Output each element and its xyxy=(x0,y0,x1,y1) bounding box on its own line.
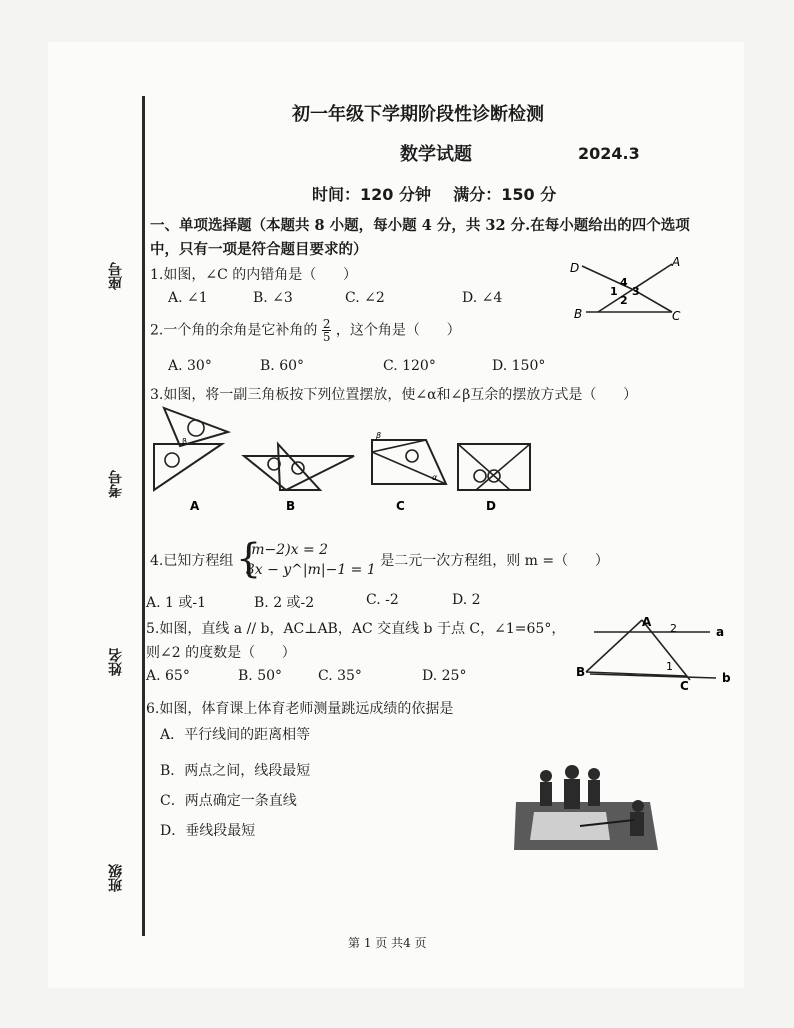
time-score: 时间：120 分钟 满分：150 分 xyxy=(312,185,557,204)
q5-label-a: A xyxy=(642,615,652,629)
q5-label-line-b: b xyxy=(722,671,731,685)
q1-option-d: D. ∠4 xyxy=(462,290,503,306)
name-label: 姓名 xyxy=(108,648,124,676)
q3-figure xyxy=(150,404,670,524)
q2-option-b: B. 60° xyxy=(260,358,305,374)
q5-label-c: C xyxy=(680,679,689,693)
q5-option-c: C. 35° xyxy=(318,668,362,684)
q1-label-c: C xyxy=(672,309,681,323)
q6-option-c: C．两点确定一条直线 xyxy=(160,793,297,809)
q1-label-d: D xyxy=(570,261,580,275)
class-label: 班级 xyxy=(108,864,124,892)
q2-option-c: C. 120° xyxy=(383,358,436,374)
q5-line2: 则∠2 的度数是（ ） xyxy=(146,645,296,661)
q6-stem: 6.如图，体育课上体育老师测量跳远成绩的依据是 xyxy=(146,701,454,717)
q4-option-c: C. -2 xyxy=(366,592,399,608)
q3-figure-d xyxy=(458,444,530,513)
q2-fraction xyxy=(322,318,332,343)
page-number: 第 1 页 共4 页 xyxy=(348,936,427,950)
q5-label-b: B xyxy=(576,665,586,679)
q6-option-d: D．垂线段最短 xyxy=(160,823,256,839)
q3-label-d: D xyxy=(486,499,496,513)
q5-line1: 5.如图，直线 a // b，AC⊥AB，AC 交直线 b 于点 C，∠1=65°， xyxy=(146,621,566,637)
subject-title: 数学试题 xyxy=(400,144,472,165)
q1-label-2: 2 xyxy=(620,294,628,307)
q3-c-alpha: α xyxy=(432,473,438,482)
q5-label-2: 2 xyxy=(670,622,677,635)
exam-number-label: 考号 xyxy=(108,470,124,498)
section1-line1: 一、单项选择题（本题共 8 小题，每小题 4 分，共 32 分.在每小题给出的四个选项 xyxy=(150,217,690,234)
q3-label-c: C xyxy=(396,499,405,513)
q4-stem-pre: 4.已知方程组 xyxy=(150,553,234,569)
q1-label-4: 4 xyxy=(620,276,628,289)
q5-label-1: 1 xyxy=(666,660,673,673)
q3-figure-b xyxy=(244,444,354,513)
section1-line2: 中，只有一项是符合题目要求的） xyxy=(150,241,368,258)
q1-label-3: 3 xyxy=(632,285,640,298)
q6-option-a: A．平行线间的距离相等 xyxy=(160,727,311,743)
q1-option-b: B. ∠3 xyxy=(253,290,293,306)
q4-stem-post: 是二元一次方程组，则 m =（ ） xyxy=(380,553,609,569)
exam-title: 初一年级下学期阶段性诊断检测 xyxy=(292,104,544,125)
q2-option-d: D. 150° xyxy=(492,358,546,374)
q5-label-line-a: a xyxy=(716,625,725,639)
seat-label: 座号 xyxy=(108,262,124,290)
q2-stem-post: ，这个角是（ ） xyxy=(335,322,461,339)
binding-line xyxy=(142,96,145,936)
exam-date: 2024.3 xyxy=(578,144,640,163)
q2-frac-num: 2 xyxy=(322,317,331,331)
q3-a-beta: β xyxy=(182,437,188,446)
q4-eq2: 3x − y^|m|−1 = 1 xyxy=(245,562,376,578)
q5-option-d: D. 25° xyxy=(422,668,467,684)
q4-stem xyxy=(150,536,609,582)
q1-figure xyxy=(568,254,688,324)
q2-stem-pre: 2.一个角的余角是它补角的 xyxy=(150,322,318,339)
q3-figure-c xyxy=(372,431,446,513)
q3-stem: 3.如图，将一副三角板按下列位置摆放，使∠α和∠β互余的摆放方式是（ ） xyxy=(150,387,638,403)
q4-option-b: B. 2 或-2 xyxy=(254,595,315,611)
q4-option-a: A. 1 或-1 xyxy=(146,595,207,611)
q6-option-b: B．两点之间，线段最短 xyxy=(160,763,311,779)
q2-option-a: A. 30° xyxy=(168,358,212,374)
q3-label-b: B xyxy=(286,499,296,513)
q1-label-a: A xyxy=(672,255,681,269)
q5-option-b: B. 50° xyxy=(238,668,283,684)
q4-equation-system: { (m−2)x = 2 3x − y^|m|−1 = 1 xyxy=(235,536,376,582)
q2-frac-den: 5 xyxy=(322,330,331,344)
q2-stem xyxy=(150,318,461,343)
q1-option-c: C. ∠2 xyxy=(345,290,385,306)
q4-option-d: D. 2 xyxy=(452,592,481,608)
q1-option-a: A. ∠1 xyxy=(168,290,208,306)
q5-option-a: A. 65° xyxy=(146,668,190,684)
q1-stem: 1.如图，∠C 的内错角是（ ） xyxy=(150,267,357,283)
q1-label-1: 1 xyxy=(610,285,618,298)
q6-long-jump-illustration xyxy=(510,766,660,856)
q4-eq1: (m−2)x = 2 xyxy=(245,542,329,558)
q3-figure-a xyxy=(154,408,228,513)
q3-c-beta: β xyxy=(376,431,382,440)
q1-label-b: B xyxy=(574,307,583,321)
q3-label-a: A xyxy=(190,499,200,513)
q5-figure xyxy=(576,612,736,692)
